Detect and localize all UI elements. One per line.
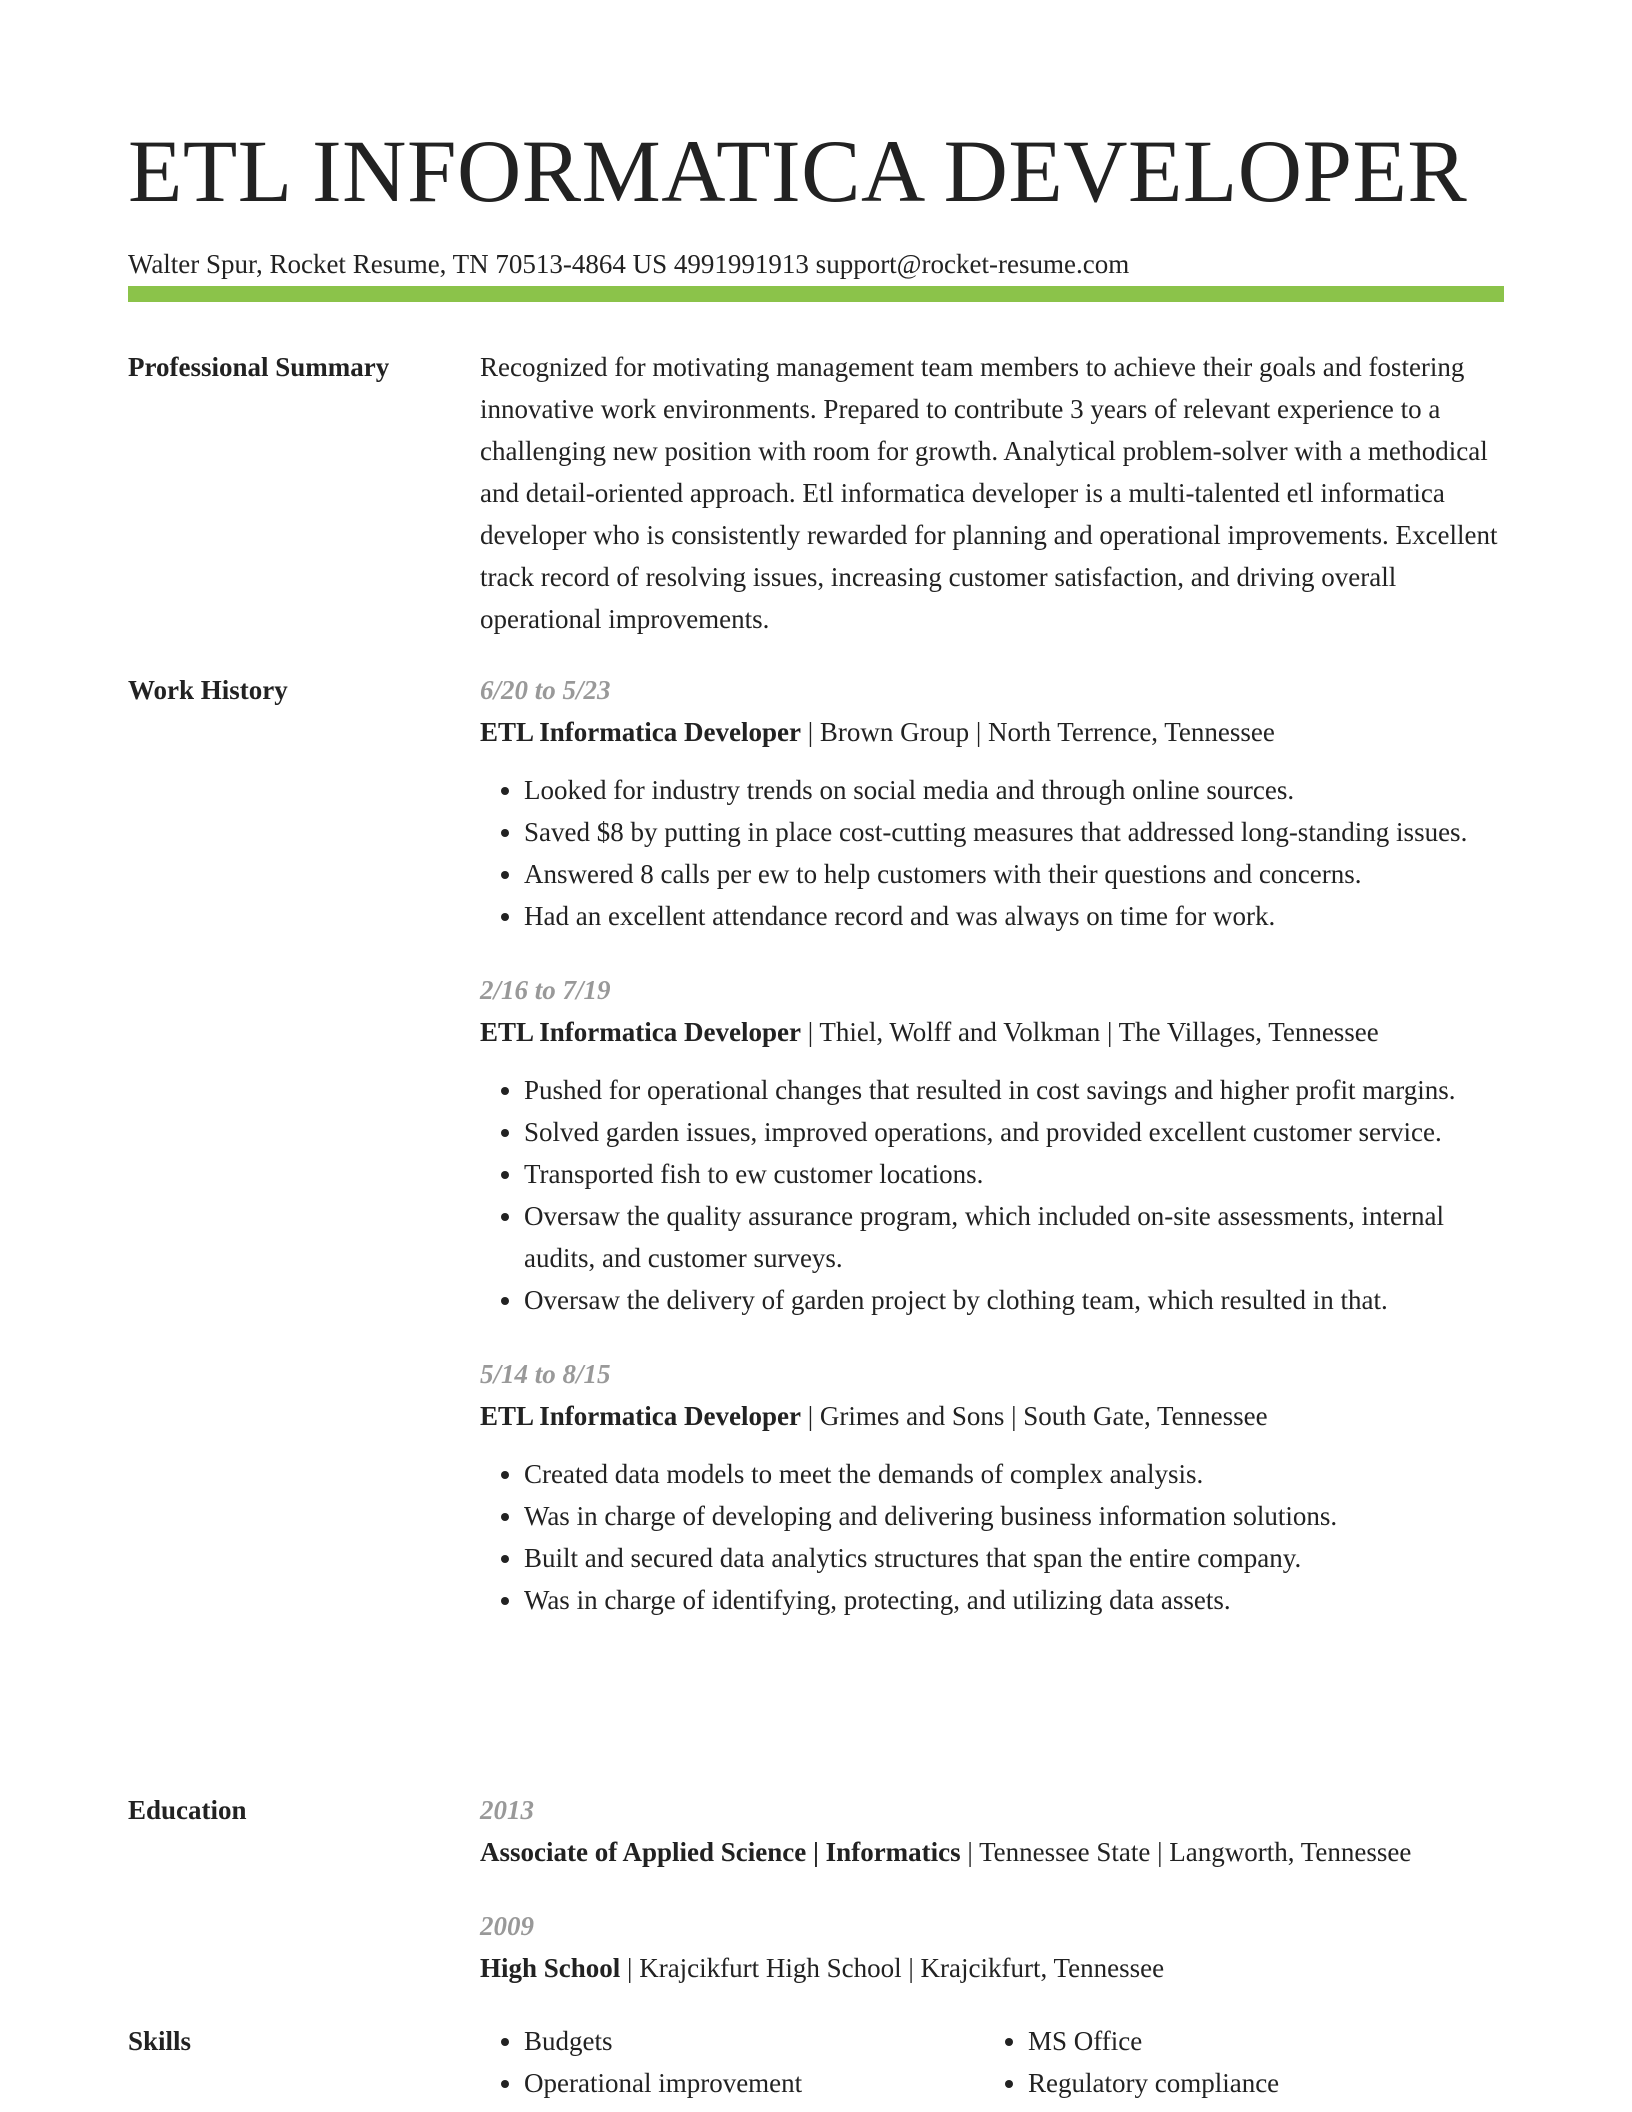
list-item: • Regulatory compliance (1028, 2062, 1488, 2104)
list-item: • Had an excellent attendance record and was always on time for work. (524, 895, 1504, 937)
skills-list-right (984, 2020, 1488, 2104)
summary-body (480, 346, 1504, 640)
job-details: | Grimes and Sons | South Gate, Tennessee (800, 1401, 1268, 1431)
job-details: | Thiel, Wolff and Volkman | The Villages, Tennessee (800, 1017, 1379, 1047)
job-bullets (480, 769, 1504, 937)
education-degree: Associate of Applied Science | Informatics (480, 1837, 961, 1867)
list-item: • Was in charge of developing and delivering business information solutions. (524, 1495, 1504, 1537)
work-history-body (480, 669, 1504, 1653)
job-role (480, 1011, 1504, 1053)
skills-heading: Skills (128, 2026, 192, 2056)
job-title: ETL Informatica Developer (480, 1401, 801, 1431)
list-item: • Saved $8 by putting in place cost-cutting measures that addressed long-standing issues. (524, 811, 1504, 853)
education-details: | Tennessee State | Langworth, Tennessee (960, 1837, 1412, 1867)
list-item: • Was in charge of identifying, protecting, and utilizing data assets. (524, 1579, 1504, 1621)
job-date: 5/14 to 8/15 (480, 1359, 611, 1389)
education-heading: Education (128, 1795, 247, 1825)
job-date: 2/16 to 7/19 (480, 975, 611, 1005)
list-item: • Created data models to meet the demands of complex analysis. (524, 1453, 1504, 1495)
job-entry (480, 969, 1504, 1321)
list-item: • Solved garden issues, improved operations, and provided excellent customer service. (524, 1111, 1504, 1153)
list-item: • Oversaw the quality assurance program, which included on-site assessments, internal audits, and customer surveys. (524, 1195, 1504, 1279)
header-divider (128, 286, 1504, 302)
education-year: 2009 (480, 1911, 534, 1941)
page-title: ETL INFORMATICA DEVELOPER (128, 123, 1468, 221)
education-entry (480, 1789, 1504, 1873)
summary-text: Recognized for motivating management team members to achieve their goals and fostering innovative work environments. Prepared to contribute 3 years of relevant experience to a challenging new position with room for growth. Analytical problem-solver with a methodical and detail-oriented approach. Etl informatica developer is a multi-talented etl informatica developer who is consistently rewarded for planning and operational improvements. Excellent track record of resolving issues, increasing customer satisfaction, and driving overall operational improvements. (480, 352, 1498, 634)
list-item: • Transported fish to ew customer locations. (524, 1153, 1504, 1195)
list-item: • MS Office (1028, 2020, 1488, 2062)
list-item: • Pushed for operational changes that resulted in cost savings and higher profit margins. (524, 1069, 1504, 1111)
list-item: • Answered 8 calls per ew to help customers with their questions and concerns. (524, 853, 1504, 895)
education-entry (480, 1905, 1504, 1989)
list-item: • Built and secured data analytics structures that span the entire company. (524, 1537, 1504, 1579)
job-bullets (480, 1069, 1504, 1321)
summary-heading: Professional Summary (128, 352, 390, 382)
education-details: | Krajcikfurt High School | Krajcikfurt, Tennessee (620, 1953, 1165, 1983)
job-details: | Brown Group | North Terrence, Tennessee (800, 717, 1275, 747)
education-year: 2013 (480, 1795, 534, 1825)
job-bullets (480, 1453, 1504, 1621)
work-history-heading: Work History (128, 675, 288, 705)
education-body (480, 1789, 1504, 2021)
contact-line: Walter Spur, Rocket Resume, TN 70513-4864 US 4991991913 support@rocket-resume.com (128, 249, 1130, 279)
skills-body (480, 2020, 1504, 2104)
list-item: • Looked for industry trends on social media and through online sources. (524, 769, 1504, 811)
list-item: • Budgets (524, 2020, 984, 2062)
education-role (480, 1947, 1504, 1989)
skills-list-left (480, 2020, 984, 2104)
job-date: 6/20 to 5/23 (480, 675, 611, 705)
resume-header (128, 120, 1504, 284)
list-item: • Oversaw the delivery of garden project by clothing team, which resulted in that. (524, 1279, 1504, 1321)
education-degree: High School (480, 1953, 621, 1983)
job-entry (480, 1353, 1504, 1621)
education-role (480, 1831, 1504, 1873)
list-item: • Operational improvement (524, 2062, 984, 2104)
job-title: ETL Informatica Developer (480, 717, 801, 747)
job-title: ETL Informatica Developer (480, 1017, 801, 1047)
job-entry (480, 669, 1504, 937)
job-role (480, 1395, 1504, 1437)
job-role (480, 711, 1504, 753)
